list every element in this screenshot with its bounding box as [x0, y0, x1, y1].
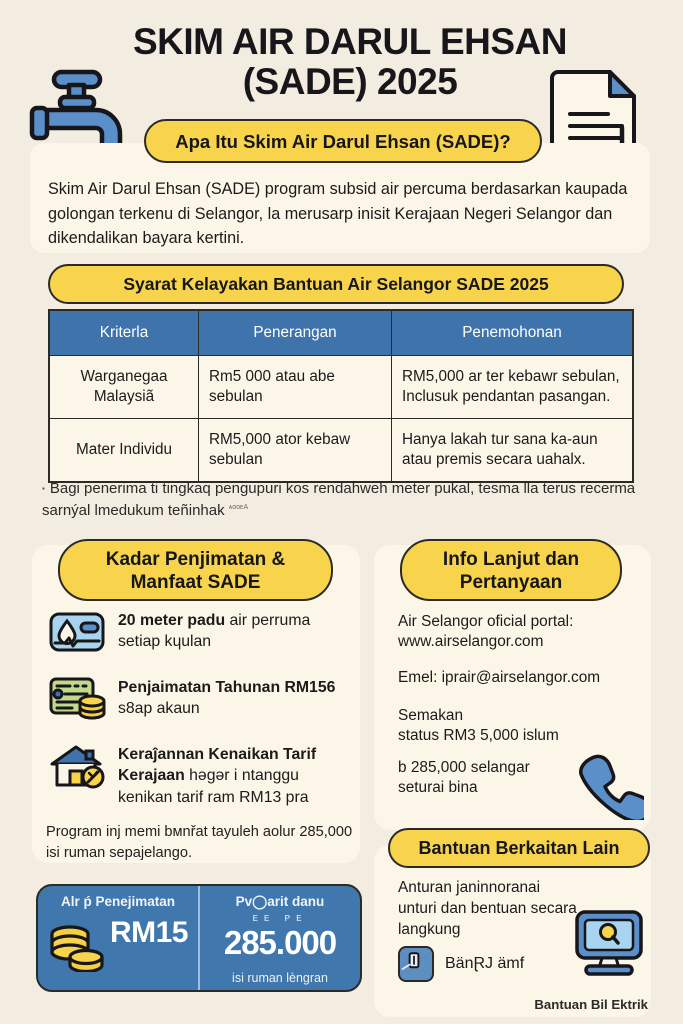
- cell-penerangan: RM5,000 ator kebaw sebulan: [199, 419, 392, 483]
- water-meter-icon: [48, 608, 106, 656]
- bill-coins-icon: [48, 675, 106, 723]
- savings-item-bold: Keraĵannan Kenaikan Tarif Kerajaan: [118, 746, 317, 785]
- info-pill: [400, 539, 622, 601]
- related-body: Anturan janinnoranai unturi dan bentuan secara langkung: [398, 879, 577, 938]
- stat-right-caption: isi ruman lèngran: [232, 971, 328, 985]
- savings-item-bold: 20 meter padu: [118, 612, 226, 629]
- cell-penerangan: Rm5 000 atau abe sebulan: [199, 356, 392, 419]
- stat-left: [38, 886, 200, 990]
- footnote-text: Bagi penerima ti tingkaq pengupuri kos rendahweh meter pukal, tesma lla terus recerma sarnýal lmedukum teñinhak: [42, 480, 636, 519]
- stat-right-label: Pᴠ◯arit danu: [235, 894, 325, 909]
- related-chip-label: BänⱤJ ämf: [445, 955, 525, 972]
- info-extra-line2: seturai bina: [398, 779, 478, 797]
- info-email[interactable]: Emel: iprair@airselangor.com: [398, 669, 601, 686]
- house-no-increase-icon: [48, 742, 106, 790]
- savings-pill-line2: Manfaat SADE: [130, 571, 261, 593]
- page-title-line1: SKIM AIR DARUL EHSAN: [132, 21, 568, 62]
- related-pill: Bantuan Berkaitan Lain: [388, 828, 650, 868]
- footnote-bullet-icon: ▪: [42, 484, 45, 494]
- stat-right-sub-icon: ᴇᴇ ᴘᴇ: [252, 912, 308, 924]
- savings-item-bold: Penjaimatan Tahunan RM156: [118, 679, 336, 696]
- eligibility-table: [48, 309, 634, 483]
- page-title: [100, 22, 600, 101]
- savings-item-text: [118, 608, 348, 653]
- info-portal: [398, 612, 646, 653]
- footnote-tail: ᴀᴏᴏᴇA: [228, 503, 249, 511]
- info-extra-line1: b 285,000 selangar: [398, 759, 530, 776]
- info-status-line1: Semakan: [398, 707, 464, 724]
- coins-stack-icon: [48, 920, 106, 972]
- cell-permohonan: RM5,000 ar ter kebawr sebulan, Inclusuk pendantan pasangan.: [392, 356, 634, 419]
- savings-item-rest: həgər i ntanggu kenikan tarif ram RM13 pra: [118, 767, 309, 806]
- savings-item: [48, 675, 348, 723]
- page-title-line2: (SADE) 2025: [242, 60, 458, 102]
- column-header-penerangan: Penerangan: [199, 310, 392, 356]
- stat-right-value: 285.000: [223, 924, 337, 961]
- related-caption: Bantuan Bil Ektrik: [534, 997, 648, 1012]
- cell-kriteria: Warganegaa Malaysiã: [49, 356, 199, 419]
- savings-item: [48, 608, 348, 656]
- phone-icon: [572, 748, 644, 820]
- intro-pill: Apa Itu Skim Air Darul Ehsan (SADE)?: [144, 119, 542, 163]
- stat-left-value: RM15: [109, 916, 188, 949]
- savings-item-rest: s8ap akaun: [118, 700, 200, 718]
- info-portal-label: Air Selangor oficial portal:: [398, 613, 574, 630]
- stats-banner: [36, 884, 362, 992]
- eligibility-footnote: [42, 478, 642, 522]
- table-row: [49, 419, 633, 483]
- info-pill-line2: Pertanyaan: [459, 571, 563, 593]
- book-chip-icon: [398, 946, 434, 982]
- info-status-line2: status RM3 5,000 islum: [398, 727, 559, 745]
- savings-note: Program inj memi bмnřat tayuleh aolur 285,000 isi ruman sepajelango.: [46, 824, 353, 861]
- column-header-kriteria: Kriterla: [49, 310, 199, 356]
- savings-item-rest: air perruma setiap kɥulan: [118, 612, 311, 651]
- stat-left-label: Alr ṕ Penejimatan: [60, 894, 176, 909]
- savings-item: [48, 742, 348, 808]
- table-row: [49, 356, 633, 419]
- info-status: [398, 706, 646, 747]
- cell-kriteria: Mater Individu: [49, 419, 199, 483]
- savings-pill-line1: Kadar Penjimatan &: [105, 549, 286, 570]
- info-portal-url[interactable]: www.airselangor.com: [398, 633, 544, 651]
- monitor-search-icon: [572, 906, 646, 980]
- cell-permohonan: Hanya lakah tur sana ka-aun atau premis secara uahalx.: [392, 419, 634, 483]
- table-header-row: [49, 310, 633, 356]
- stat-right: [200, 886, 360, 990]
- savings-pill: [58, 539, 333, 601]
- intro-body: Skim Air Darul Ehsan (SADE) program subsid air percuma berdasarkan kaupada golongan terkenu di Selangor, la merusarp inisit Kerajaan Negeri Selangor dan dikendalikan bayara kertini.: [48, 180, 628, 248]
- savings-item-text: [118, 675, 348, 720]
- eligibility-pill: Syarat Kelayakan Bantuan Air Selangor SADE 2025: [48, 264, 624, 304]
- info-pill-line1: Info Lanjut dan: [442, 549, 580, 570]
- column-header-permohonan: Penemohonan: [392, 310, 634, 356]
- savings-item-text: [118, 742, 348, 808]
- related-chip-row: [398, 946, 524, 982]
